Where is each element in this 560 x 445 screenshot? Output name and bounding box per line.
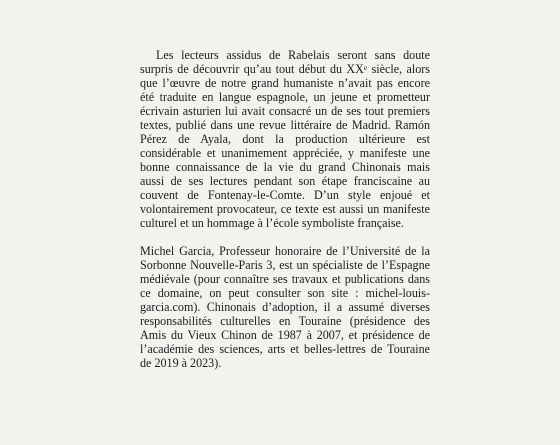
- century-superscript: e: [363, 63, 368, 73]
- summary-text-end: siècle, alors que l’œuvre de notre grand humaniste n’avait pas encore été traduite en langue espagnole, un jeune et prometteur écrivain asturien lui avait consacré un de ses tout premiers textes, publié dans une revue littéraire de Madrid. Ramón Pérez de Ayala, dont la production ultérieure est considérable et unanimement appréciée, y manifeste une bonne connaissance de la vie du grand Chinonais mais aussi de ses lectures pendant son étape franciscaine au couvent de Fontenay-le-Comte. D’un style enjoué et volontairement provocateur, ce texte est aussi un manifeste culturel et un hommage à l’école symboliste française.: [140, 62, 430, 230]
- summary-paragraph: [140, 48, 430, 230]
- back-cover-text: [140, 48, 430, 370]
- summary-text-start: Les lecteurs assidus de Rabelais seront sans doute surpris de découvrir qu’au tout début du XX: [140, 48, 430, 76]
- author-bio-paragraph: Michel Garcia, Professeur honoraire de l’Université de la Sorbonne Nouvelle-Paris 3, est un spécialiste de l’Espagne médiévale (pour connaître ses travaux et publications dans ce domaine, on peut consulter son site : michel-louis-garcia.com). Chinonais d’adoption, il a assumé diverses responsabilités culturelles en Touraine (présidence des Amis du Vieux Chinon de 1987 à 2007, et présidence de l’académie des sciences, arts et belles-lettres de Touraine de 2019 à 2023).: [140, 244, 430, 370]
